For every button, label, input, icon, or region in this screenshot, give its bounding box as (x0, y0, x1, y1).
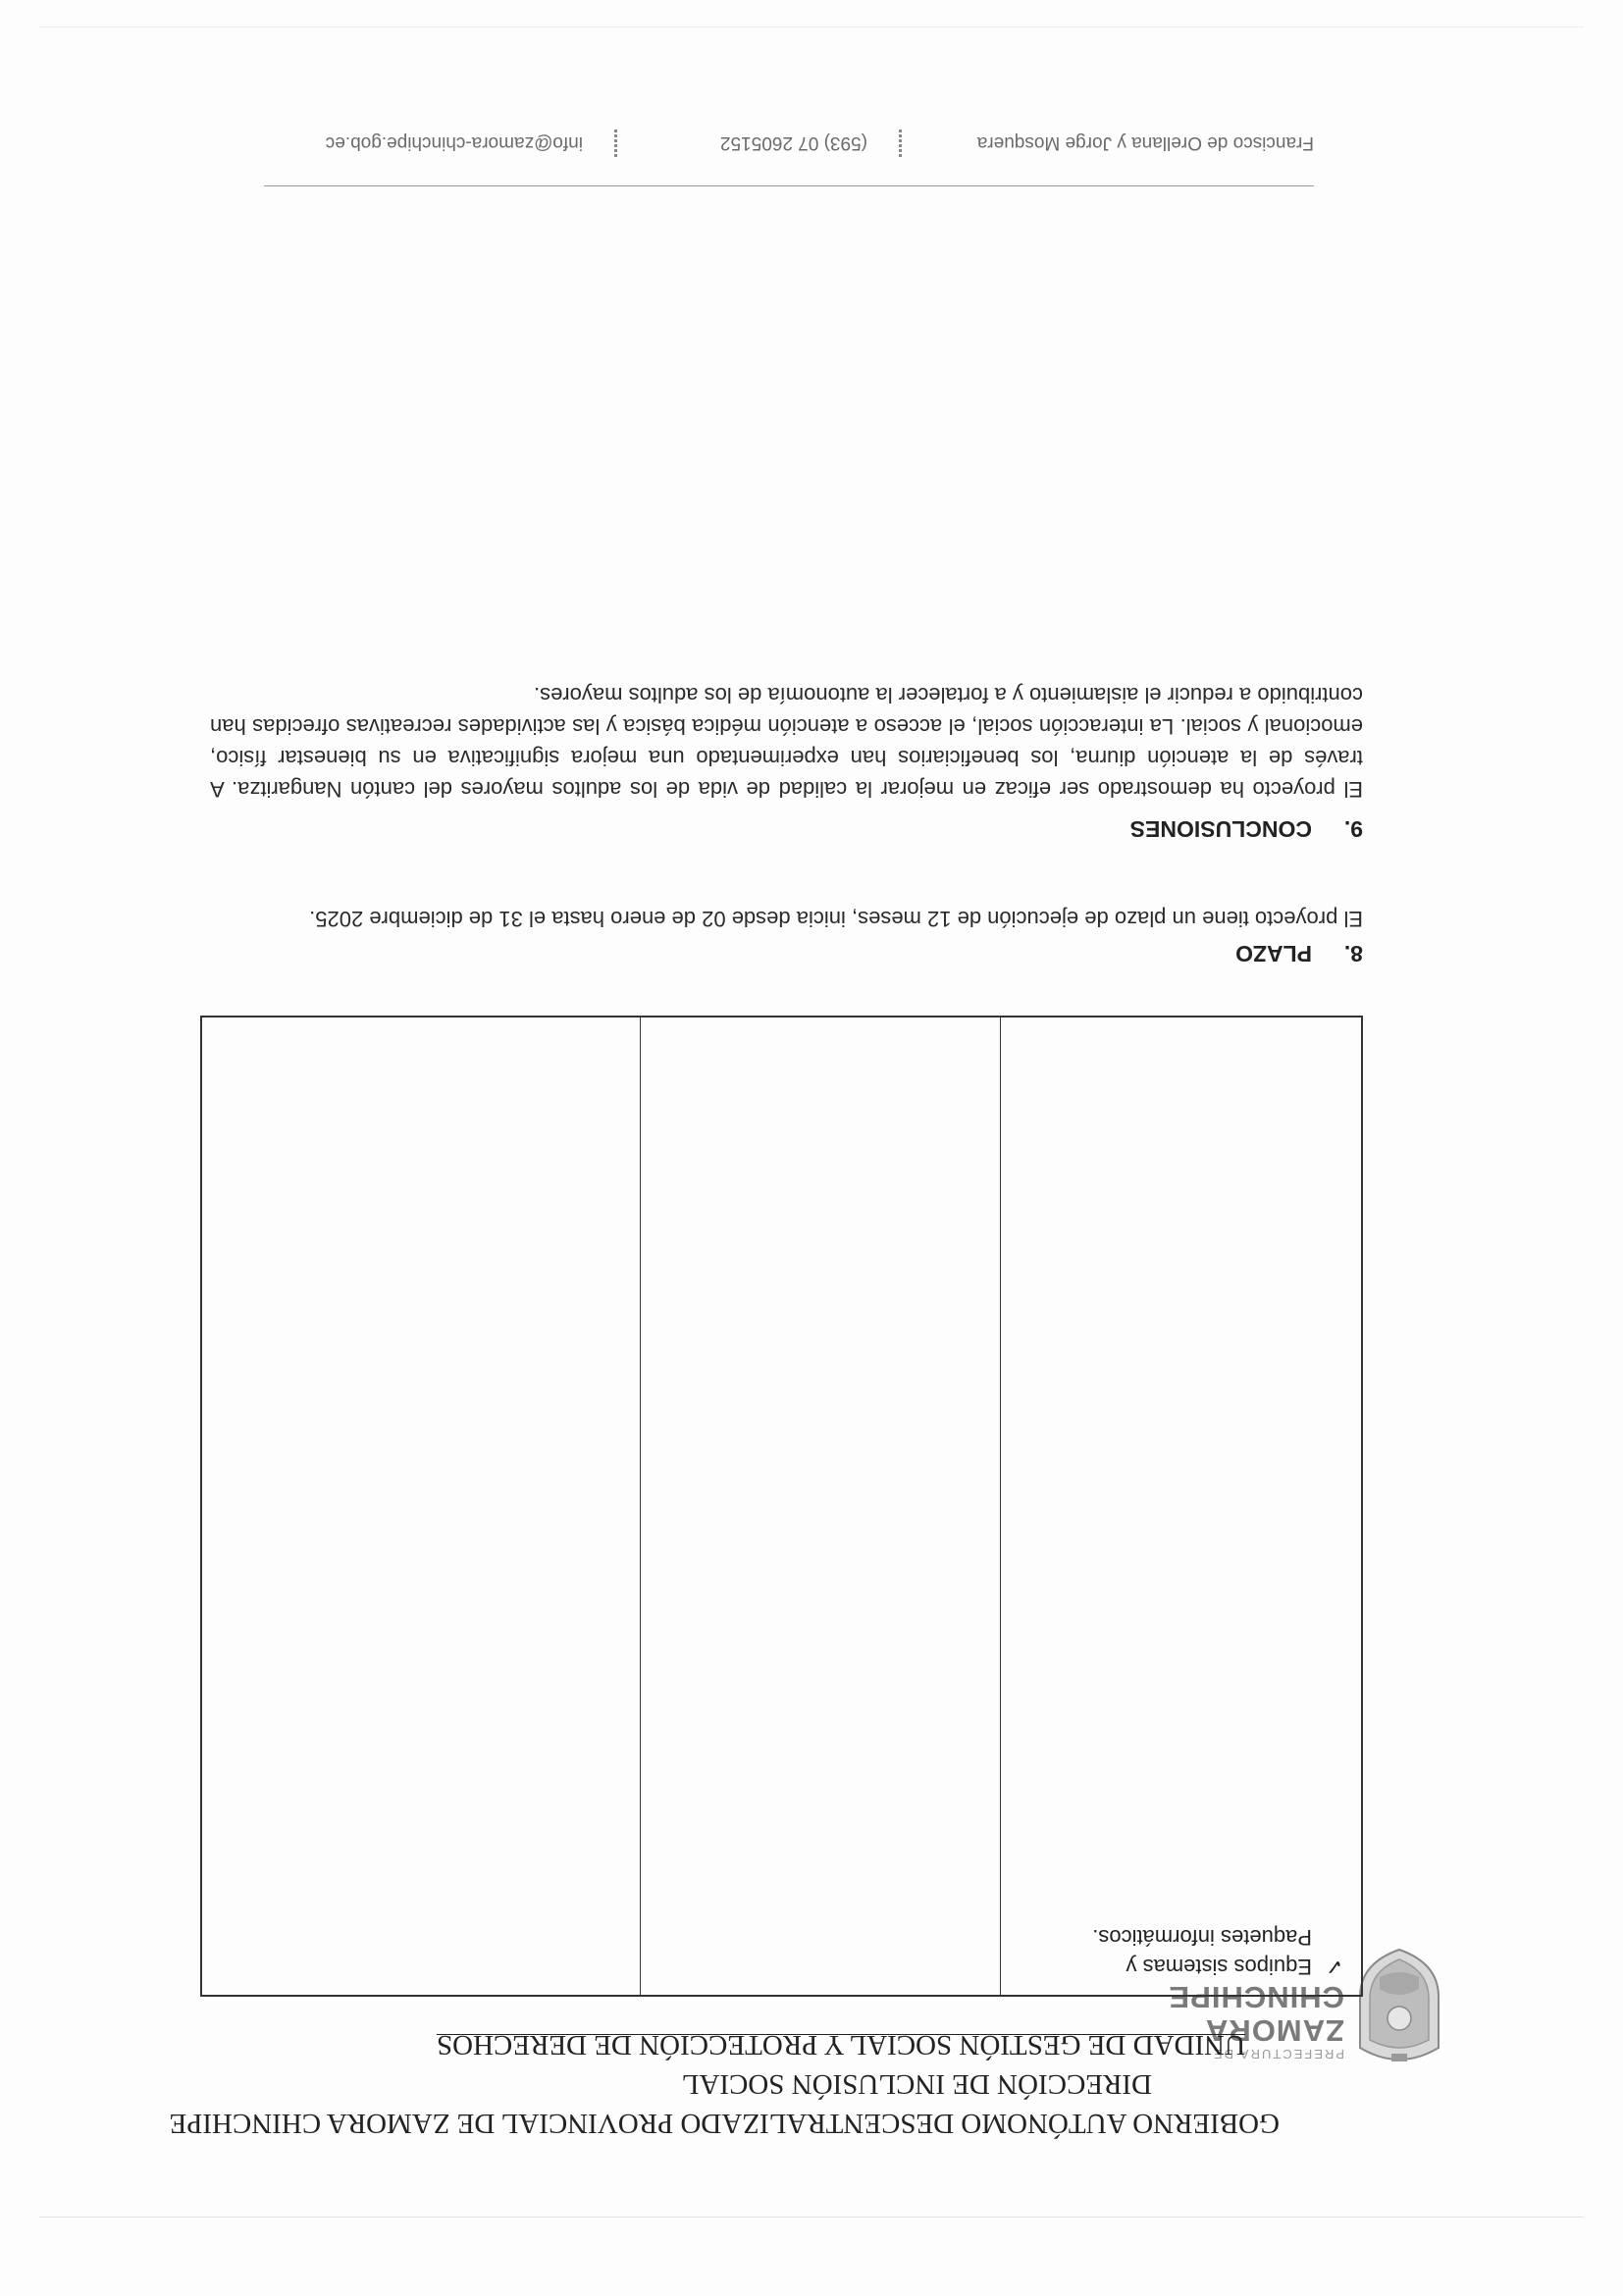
checkmark-icon: ✓ (1325, 1955, 1343, 1979)
logo-line-zamora: ZAMORA (1204, 2013, 1344, 2048)
section-number: 8. (1343, 941, 1363, 966)
header-unit-name: UNIDAD DE GESTIÓN SOCIAL Y PROTECCIÓN DE DERECHOS (436, 2029, 1245, 2061)
bullet-text-line2: Paquetes informáticos. (1092, 1925, 1312, 1950)
section-title: CONCLUSIONES (1129, 816, 1312, 842)
section-heading-conclusiones (1130, 815, 1363, 842)
bullet-text-line1: Equipos sistemas y (1126, 1955, 1312, 1979)
section-body-plazo: El proyecto tiene un plazo de ejecución de 12 meses, inicia desde 02 de enero hasta el 31 de diciembre 2025. (309, 907, 1363, 931)
section-heading-plazo (1235, 940, 1363, 966)
footer-phone: (593) 07 2605152 (719, 132, 867, 153)
resources-table (200, 1016, 1363, 1997)
table-cell-resources (1000, 1018, 1361, 1995)
table-cell-empty-2 (640, 1018, 1000, 1995)
footer-separator (899, 128, 902, 157)
header-government-name: GOBIERNO AUTÓNOMO DESCENTRALIZADO PROVINCIAL DE ZAMORA CHINCHIPE (169, 2108, 1280, 2139)
footer-divider (264, 185, 1314, 186)
coat-of-arms-icon (1352, 1948, 1446, 2065)
page-footer (264, 120, 1314, 159)
scan-edge-top (39, 2217, 1584, 2218)
header-direction-name: DIRECCIÓN DE INCLUSIÓN SOCIAL (681, 2068, 1152, 2100)
scan-edge-bottom (39, 26, 1584, 27)
section-title: PLAZO (1235, 941, 1312, 966)
section-body-conclusiones: El proyecto ha demostrado ser eficaz en mejorar la calidad de vida de los adultos mayores del cantón Nangaritza. A través de la atención diurna, los beneficiarios han experimentado una mejora significativa en su bienestar físico, emocional y social. La interacción social, el acceso a atención médica básica y las actividades recreativas ofrecidas han contribuido a reducir el aislamiento y a fortalecer la autonomía de los adultos mayores. (210, 683, 1363, 802)
table-bullet-item (1019, 1952, 1343, 1981)
footer-separator (614, 128, 617, 157)
table-cell-empty-3 (202, 1018, 640, 1995)
logo-small-text: PREFECTURA DE (1211, 2047, 1344, 2061)
section-number: 9. (1343, 816, 1363, 842)
footer-address: Francisco de Orellana y Jorge Mosquera (976, 132, 1314, 153)
logo-line-chinchipe: CHINCHIPE (1168, 1980, 1344, 2014)
footer-email: info@zamora-chinchipe.gob.ec (325, 132, 583, 153)
